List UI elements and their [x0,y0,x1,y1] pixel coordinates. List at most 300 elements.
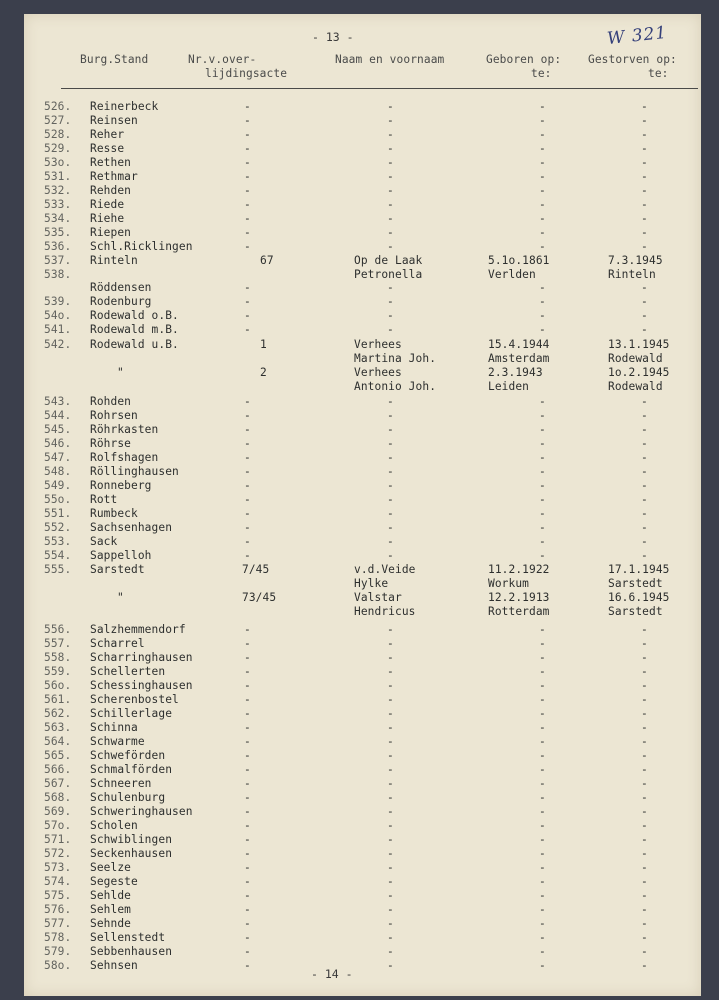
row-akte: - [244,549,251,562]
row-naam: - [387,945,394,958]
row-place: Rumbeck [90,507,138,520]
row-gestorven: - [641,833,648,846]
row-naam: - [387,763,394,776]
row-geboren: - [539,212,546,225]
row-naam: - [387,707,394,720]
row-akte: - [244,637,251,650]
row-place: Rodenburg [90,295,152,308]
row-naam: - [387,693,394,706]
row-number: 538. [44,268,72,281]
row-number: 57o. [44,819,72,832]
row-place: Schillerlage [90,707,173,720]
row-akte: - [244,184,251,197]
row-number: 542. [44,338,72,351]
row-gestorven: - [641,423,648,436]
row-gestorven: Rodewald [608,380,663,393]
row-number: 574. [44,875,72,888]
row-place: Scharringhausen [90,651,193,664]
row-akte: - [244,437,251,450]
row-number: 576. [44,903,72,916]
row-geboren: - [539,707,546,720]
row-gestorven: 7.3.1945 [608,254,663,267]
archive-stamp: W 321 [606,22,669,50]
row-place: Segeste [90,875,138,888]
row-naam: - [387,156,394,169]
row-gestorven: - [641,651,648,664]
row-number: 546. [44,437,72,450]
row-naam: - [387,100,394,113]
row-place: Sellenstedt [90,931,166,944]
row-geboren: Amsterdam [488,352,550,365]
row-geboren: Verlden [488,268,536,281]
row-naam: - [387,931,394,944]
row-gestorven: Sarstedt [608,577,663,590]
row-geboren: Rotterdam [488,605,550,618]
row-akte: - [244,749,251,762]
row-naam: - [387,805,394,818]
row-naam: Verhees [354,338,402,351]
row-geboren: 2.3.1943 [488,366,543,379]
row-geboren: - [539,805,546,818]
row-number: 533. [44,198,72,211]
row-naam: Verhees [354,366,402,379]
row-akte: - [244,707,251,720]
header-akte-line2: lijdingsacte [205,67,288,80]
row-number: 556. [44,623,72,636]
row-number: 549. [44,479,72,492]
row-geboren: - [539,959,546,972]
row-number: 56o. [44,679,72,692]
row-place: " [117,366,124,379]
row-place: Reinsen [90,114,138,127]
row-naam: - [387,889,394,902]
row-place: Riehe [90,212,125,225]
row-geboren: - [539,295,546,308]
row-gestorven: - [641,507,648,520]
row-number: 571. [44,833,72,846]
row-number: 552. [44,521,72,534]
row-gestorven: - [641,128,648,141]
row-gestorven: - [641,170,648,183]
row-gestorven: - [641,861,648,874]
row-gestorven: - [641,479,648,492]
row-gestorven: - [641,156,648,169]
row-place: Röddensen [90,281,152,294]
row-place: Rohden [90,395,132,408]
row-geboren: 5.1o.1861 [488,254,550,267]
row-naam: - [387,959,394,972]
row-naam: - [387,651,394,664]
row-geboren: - [539,931,546,944]
row-geboren: - [539,240,546,253]
row-gestorven: - [641,777,648,790]
row-naam: Antonio Joh. [354,380,437,393]
row-naam: - [387,323,394,336]
row-number: 573. [44,861,72,874]
row-number: 526. [44,100,72,113]
row-geboren: - [539,791,546,804]
row-geboren: - [539,226,546,239]
row-number: 545. [44,423,72,436]
row-place: Rethmar [90,170,138,183]
row-place: Schneeren [90,777,152,790]
row-number: 558. [44,651,72,664]
row-number: 527. [44,114,72,127]
row-akte: - [244,805,251,818]
row-gestorven: - [641,395,648,408]
row-number: 536. [44,240,72,253]
row-akte: - [244,679,251,692]
row-gestorven: - [641,847,648,860]
row-gestorven: - [641,623,648,636]
row-place: Scharrel [90,637,145,650]
row-place: Schellerten [90,665,166,678]
row-geboren: - [539,479,546,492]
row-place: Riede [90,198,125,211]
row-naam: - [387,451,394,464]
row-gestorven: - [641,549,648,562]
row-geboren: - [539,281,546,294]
row-place: Sarstedt [90,563,145,576]
row-number: 539. [44,295,72,308]
row-number: 567. [44,777,72,790]
row-gestorven: - [641,735,648,748]
row-akte: - [244,100,251,113]
row-akte: - [244,889,251,902]
row-place: Resse [90,142,125,155]
row-place: Schweförden [90,749,166,762]
row-gestorven: - [641,114,648,127]
row-geboren: - [539,679,546,692]
row-geboren: - [539,156,546,169]
row-geboren: Workum [488,577,530,590]
row-geboren: - [539,409,546,422]
row-akte: - [244,735,251,748]
row-naam: - [387,128,394,141]
row-geboren: - [539,749,546,762]
row-akte: - [244,917,251,930]
row-naam: - [387,281,394,294]
row-number: 55o. [44,493,72,506]
row-number: 565. [44,749,72,762]
row-gestorven: - [641,637,648,650]
row-number: 541. [44,323,72,336]
row-number: 532. [44,184,72,197]
row-gestorven: - [641,409,648,422]
row-akte: - [244,507,251,520]
row-gestorven: - [641,323,648,336]
row-geboren: - [539,875,546,888]
row-place: Seckenhausen [90,847,173,860]
row-gestorven: - [641,521,648,534]
row-akte: - [244,212,251,225]
row-number: 563. [44,721,72,734]
header-burg-stand: Burg.Stand [80,53,149,66]
row-naam: - [387,212,394,225]
page-number-bottom: - 14 - [311,967,353,981]
row-naam: Hendricus [354,605,416,618]
row-place: Rethen [90,156,132,169]
row-geboren: - [539,889,546,902]
row-gestorven: Sarstedt [608,605,663,618]
row-place: Sachsenhagen [90,521,173,534]
row-geboren: - [539,395,546,408]
row-number: 528. [44,128,72,141]
row-akte: - [244,451,251,464]
row-place: Rohrsen [90,409,138,422]
row-number: 529. [44,142,72,155]
row-akte: - [244,903,251,916]
row-geboren: - [539,623,546,636]
row-naam: - [387,917,394,930]
row-gestorven: - [641,226,648,239]
row-number: 554. [44,549,72,562]
row-naam: - [387,309,394,322]
row-naam: - [387,833,394,846]
row-geboren: - [539,777,546,790]
row-gestorven: - [641,875,648,888]
row-place: Rodewald o.B. [90,309,179,322]
row-place: Rodewald u.B. [90,338,179,351]
row-place: Schmalförden [90,763,173,776]
row-naam: - [387,861,394,874]
row-akte: - [244,665,251,678]
row-naam: - [387,847,394,860]
row-gestorven: - [641,945,648,958]
row-place: Schulenburg [90,791,166,804]
row-number: 577. [44,917,72,930]
row-naam: - [387,749,394,762]
row-gestorven: - [641,184,648,197]
row-place: Seelze [90,861,132,874]
row-akte: - [244,959,251,972]
row-akte: - [244,931,251,944]
row-naam: Hylke [354,577,389,590]
row-akte: - [244,128,251,141]
row-number: 58o. [44,959,72,972]
row-gestorven: - [641,309,648,322]
row-geboren: - [539,651,546,664]
header-geboren-line2: te: [531,67,552,80]
row-place: Sappelloh [90,549,152,562]
row-gestorven: - [641,281,648,294]
row-naam: - [387,437,394,450]
row-akte: - [244,721,251,734]
row-naam: - [387,479,394,492]
row-naam: Martina Joh. [354,352,437,365]
row-geboren: - [539,493,546,506]
row-akte: - [244,763,251,776]
row-place: Schwiblingen [90,833,173,846]
row-gestorven: - [641,679,648,692]
row-place: Sehlde [90,889,132,902]
row-naam: - [387,637,394,650]
header-akte-line1: Nr.v.over- [188,53,257,66]
row-geboren: - [539,128,546,141]
row-akte: - [244,535,251,548]
row-geboren: - [539,521,546,534]
row-number: 548. [44,465,72,478]
row-naam: - [387,409,394,422]
row-naam: - [387,875,394,888]
row-naam: - [387,184,394,197]
row-akte: - [244,156,251,169]
row-naam: - [387,240,394,253]
row-akte: - [244,791,251,804]
row-akte: - [244,142,251,155]
row-gestorven: Rinteln [608,268,656,281]
row-naam: - [387,507,394,520]
row-place: Schweringhausen [90,805,193,818]
row-number: 53o. [44,156,72,169]
row-geboren: - [539,945,546,958]
row-naam: - [387,142,394,155]
row-geboren: - [539,114,546,127]
row-place: Sack [90,535,118,548]
row-place: Salzhemmendorf [90,623,186,636]
row-geboren: - [539,323,546,336]
row-akte: - [244,423,251,436]
row-akte: - [244,465,251,478]
row-geboren: Leiden [488,380,530,393]
header-geboren-line1: Geboren op: [486,53,562,66]
row-number: 566. [44,763,72,776]
row-naam: - [387,295,394,308]
row-akte: - [244,623,251,636]
row-place: Scherenbostel [90,693,179,706]
row-geboren: - [539,819,546,832]
row-gestorven: - [641,903,648,916]
row-akte: - [244,226,251,239]
row-number: 537. [44,254,72,267]
row-gestorven: Rodewald [608,352,663,365]
row-gestorven: - [641,295,648,308]
row-naam: - [387,819,394,832]
row-number: 561. [44,693,72,706]
row-gestorven: - [641,917,648,930]
row-gestorven: 13.1.1945 [608,338,670,351]
row-akte: - [244,281,251,294]
row-place: Schessinghausen [90,679,193,692]
row-naam: - [387,777,394,790]
row-akte: - [244,198,251,211]
row-geboren: - [539,847,546,860]
row-gestorven: - [641,763,648,776]
row-geboren: - [539,763,546,776]
row-geboren: - [539,665,546,678]
row-gestorven: - [641,100,648,113]
row-akte: - [244,833,251,846]
row-place: Reinerbeck [90,100,159,113]
row-geboren: 12.2.1913 [488,591,550,604]
row-place: Rott [90,493,118,506]
row-gestorven: - [641,493,648,506]
row-akte: - [244,395,251,408]
row-gestorven: - [641,805,648,818]
row-number: 54o. [44,309,72,322]
row-akte: - [244,479,251,492]
row-gestorven: - [641,693,648,706]
row-naam: - [387,521,394,534]
row-geboren: - [539,637,546,650]
row-naam: - [387,170,394,183]
row-place: " [117,591,124,604]
row-number: 543. [44,395,72,408]
row-naam: - [387,465,394,478]
row-place: Schwarme [90,735,145,748]
row-geboren: - [539,693,546,706]
row-place: Scholen [90,819,138,832]
row-geboren: - [539,465,546,478]
row-number: 578. [44,931,72,944]
row-geboren: - [539,861,546,874]
row-akte: - [244,945,251,958]
row-geboren: - [539,833,546,846]
row-place: Riepen [90,226,132,239]
row-place: Rehden [90,184,132,197]
page-number-top: - 13 - [312,30,354,44]
row-geboren: - [539,535,546,548]
row-place: Sehlem [90,903,132,916]
row-naam: - [387,493,394,506]
row-gestorven: - [641,707,648,720]
header-gestorven-line1: Gestorven op: [588,53,677,66]
row-gestorven: - [641,142,648,155]
row-akte: - [244,309,251,322]
row-place: Sehnsen [90,959,138,972]
row-akte: - [244,409,251,422]
row-akte: - [244,295,251,308]
row-place: Röhrse [90,437,132,450]
row-naam: - [387,198,394,211]
row-place: Rolfshagen [90,451,159,464]
row-naam: - [387,535,394,548]
row-gestorven: - [641,791,648,804]
row-number: 579. [44,945,72,958]
row-akte: 1 [260,338,267,351]
row-place: Ronneberg [90,479,152,492]
row-geboren: - [539,507,546,520]
row-naam: Op de Laak [354,254,423,267]
header-gestorven-line2: te: [648,67,669,80]
row-gestorven: - [641,437,648,450]
row-number: 547. [44,451,72,464]
row-naam: - [387,395,394,408]
row-number: 531. [44,170,72,183]
row-place: Sehnde [90,917,132,930]
row-naam: - [387,735,394,748]
row-number: 551. [44,507,72,520]
row-number: 544. [44,409,72,422]
row-gestorven: 17.1.1945 [608,563,670,576]
row-geboren: - [539,309,546,322]
row-number: 535. [44,226,72,239]
row-geboren: - [539,451,546,464]
row-akte: - [244,651,251,664]
row-gestorven: - [641,465,648,478]
row-akte: 67 [260,254,274,267]
row-place: Schl.Ricklingen [90,240,193,253]
row-gestorven: - [641,931,648,944]
row-gestorven: - [641,721,648,734]
row-akte: - [244,847,251,860]
row-gestorven: 1o.2.1945 [608,366,670,379]
row-akte: - [244,861,251,874]
row-naam: Petronella [354,268,423,281]
row-geboren: - [539,170,546,183]
row-naam: - [387,423,394,436]
row-number: 572. [44,847,72,860]
